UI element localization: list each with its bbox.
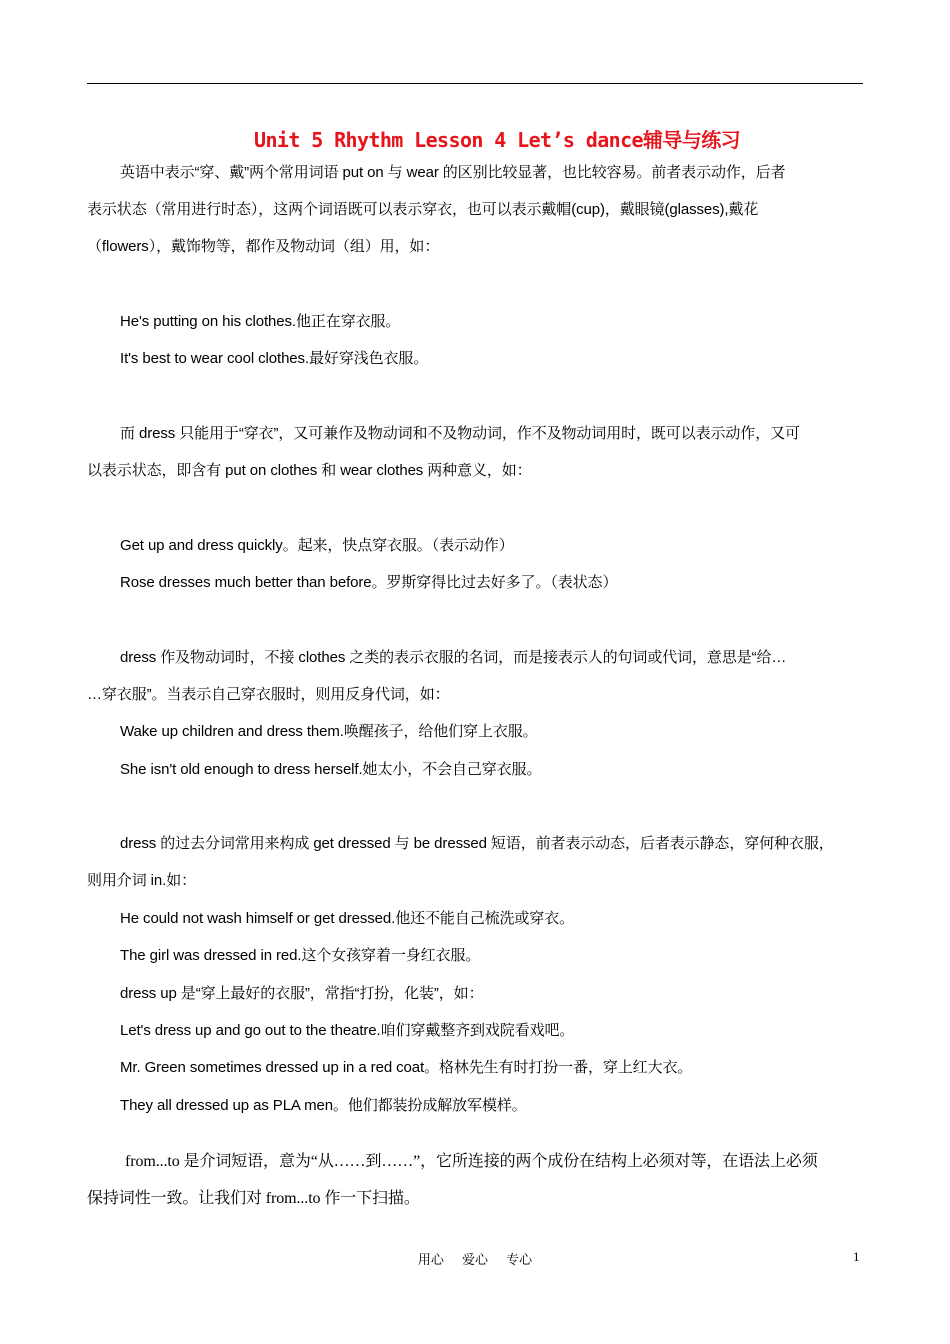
document-title: Unit 5 Rhythm Lesson 4 Let’s dance辅导与练习 xyxy=(254,128,740,152)
example-sentence: Mr. Green sometimes dressed up in a red coat。格林先生有时打扮一番，穿上红大衣。 xyxy=(120,1059,693,1076)
paragraph-line: 保持词性一致。让我们对 from...to 作一下扫描。 xyxy=(87,1190,420,1207)
example-sentence: Rose dresses much better than before。罗斯穿得比过去好多了。（表状态） xyxy=(120,574,618,591)
paragraph-line: （flowers），戴饰物等，都作及物动词（组）用，如： xyxy=(87,238,440,255)
paragraph-line: 英语中表示“穿、戴”两个常用词语 put on 与 wear 的区别比较显著，也比较容易。前者表示动作，后者 xyxy=(120,164,786,181)
paragraph-line: dress 作及物动词时，不接 clothes 之类的表示衣服的名词，而是接表示人的句词或代词，意思是“给… xyxy=(120,649,787,666)
example-sentence: Get up and dress quickly。起来，快点穿衣服。（表示动作） xyxy=(120,537,514,554)
example-sentence: He could not wash himself or get dressed.他还不能自己梳洗或穿衣。 xyxy=(120,910,575,927)
paragraph-line: 而 dress 只能用于“穿衣”，又可兼作及物动词和不及物动词，作不及物动词用时，既可以表示动作，又可 xyxy=(120,425,800,442)
page-number: 1 xyxy=(853,1249,860,1264)
footer-motto: 用心 爱心 专心 xyxy=(417,1253,533,1268)
example-sentence: It's best to wear cool clothes.最好穿浅色衣服。 xyxy=(120,350,429,367)
header-rule xyxy=(87,83,863,84)
paragraph-line: dress up 是“穿上最好的衣服”，常指“打扮，化装”，如： xyxy=(120,985,484,1002)
paragraph-line: 表示状态（常用进行时态），这两个词语既可以表示穿衣，也可以表示戴帽(cup)，戴眼镜(glasses),戴花 xyxy=(87,201,759,218)
paragraph-line: 以表示状态，即含有 put on clothes 和 wear clothes 两种意义，如： xyxy=(87,462,532,479)
example-sentence: She isn't old enough to dress herself.她太小，不会自己穿衣服。 xyxy=(120,761,542,778)
example-sentence: They all dressed up as PLA men。他们都装扮成解放军模样。 xyxy=(120,1097,527,1114)
example-sentence: Wake up children and dress them.唤醒孩子，给他们穿上衣服。 xyxy=(120,723,538,740)
example-sentence: The girl was dressed in red.这个女孩穿着一身红衣服。 xyxy=(120,947,481,964)
paragraph-line: 则用介词 in.如： xyxy=(87,872,197,889)
paragraph-line: dress 的过去分词常用来构成 get dressed 与 be dressed 短语，前者表示动态，后者表示静态，穿何种衣服， xyxy=(120,835,834,852)
paragraph-line: from...to 是介词短语，意为“从……到……”，它所连接的两个成份在结构上必须对等，在语法上必须 xyxy=(125,1153,818,1170)
example-sentence: Let's dress up and go out to the theatre.咱们穿戴整齐到戏院看戏吧。 xyxy=(120,1022,575,1039)
paragraph-line: …穿衣服”。当表示自己穿衣服时，则用反身代词，如： xyxy=(87,686,450,703)
example-sentence: He's putting on his clothes.他正在穿衣服。 xyxy=(120,313,401,330)
